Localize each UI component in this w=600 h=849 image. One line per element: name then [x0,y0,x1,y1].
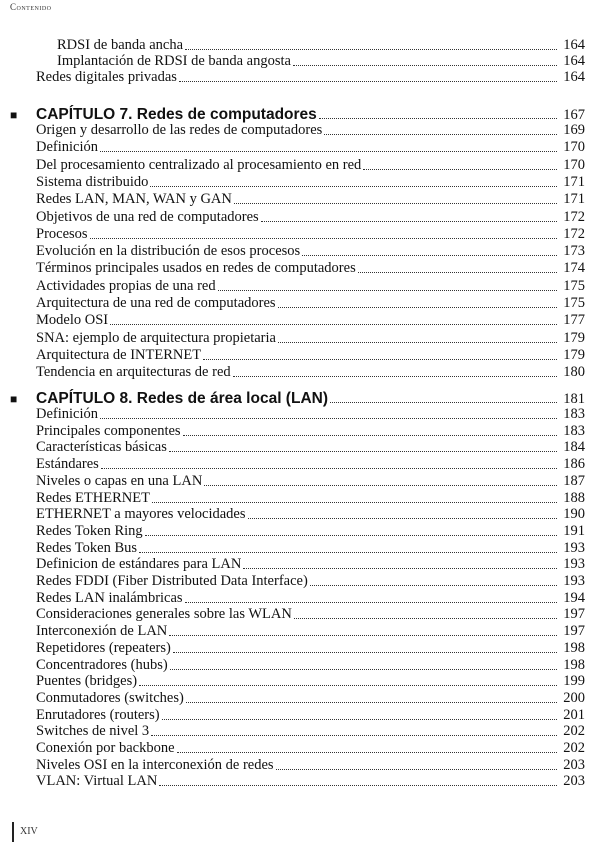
toc-entry-label: Redes Token Bus [36,539,138,556]
leader-dots [204,485,557,486]
leader-dots [170,669,557,670]
toc-entry-label: Conexión por backbone [36,740,175,756]
leader-dots [276,769,557,770]
page-number: XIV [20,826,38,837]
chapter-heading-7[interactable] [10,106,585,123]
toc-entry-page: 193 [563,573,585,589]
toc-entry-label: SNA: ejemplo de arquitectura propietaria [36,329,276,346]
toc-entry-label: Switches de nivel 3 [36,723,150,740]
toc-entry[interactable] [57,53,585,70]
toc-entry-label: Redes LAN, MAN, WAN y GAN [36,191,232,208]
toc-entry-page: 172 [563,208,585,225]
toc-entry-page: 174 [563,260,585,277]
leader-dots [145,535,557,536]
toc-entry[interactable] [36,473,585,490]
toc-entry-page: 164 [563,69,585,85]
toc-entry-label: Definición [36,406,99,422]
leader-dots [183,435,557,436]
leader-dots [218,290,557,291]
toc-entry[interactable] [36,347,585,364]
toc-entry-label: Niveles OSI en la interconexión de redes [36,756,274,773]
toc-entry-label: Procesos [36,225,88,242]
toc-entry[interactable] [36,740,585,757]
toc-entry-page: 188 [563,489,585,506]
toc-entry-page: 197 [563,606,585,623]
toc-entry[interactable] [36,573,585,590]
leader-dots [302,255,557,256]
toc-entry-label: Principales componentes [36,422,181,439]
toc-entry-page: 164 [563,37,585,53]
toc-entry[interactable] [36,640,585,657]
toc-entry[interactable] [36,490,585,507]
toc-entry[interactable] [36,723,585,740]
leader-dots [319,118,557,119]
leader-dots [261,221,557,222]
toc-entry-page: 200 [563,689,585,706]
toc-entry-page: 193 [563,556,585,573]
leader-dots [90,238,557,239]
toc-entry[interactable] [36,707,585,724]
toc-entry-page: 193 [563,539,585,556]
leader-dots [177,752,557,753]
toc-entry-label: Estándares [36,456,99,473]
toc-entry-label: Implantación de RDSI de banda angosta [57,53,291,69]
leader-dots [278,342,557,343]
toc-entry[interactable] [36,657,585,674]
toc-entry[interactable] [36,191,585,208]
toc-entry-label: Objetivos de una red de computadores [36,208,259,225]
leader-dots [363,169,557,170]
chapter-title: CAPÍTULO 8. Redes de área local (LAN) [36,390,328,407]
toc-entry[interactable] [36,757,585,774]
toc-entry-page: 194 [563,589,585,606]
leader-dots [110,324,557,325]
leader-dots [139,685,557,686]
toc-entry[interactable] [36,556,585,573]
toc-entry-label: Términos principales usados en redes de computadores [36,260,356,277]
toc-entry[interactable] [36,295,585,312]
toc-entry-label: Actividades propias de una red [36,277,216,294]
toc-entry[interactable] [36,423,585,440]
toc-entry-label: Niveles o capas en una LAN [36,472,203,489]
toc-entry[interactable] [36,506,585,523]
toc-entry[interactable] [36,209,585,226]
leader-dots [324,134,557,135]
toc-entry[interactable] [36,174,585,191]
leader-dots [100,151,557,152]
toc-entry[interactable] [36,243,585,260]
toc-entry[interactable] [36,278,585,295]
toc-entry[interactable] [57,37,585,54]
toc-entry-page: 199 [563,673,585,690]
toc-entry-page: 190 [563,506,585,523]
toc-entry[interactable] [36,406,585,423]
toc-entry-label: ETHERNET a mayores velocidades [36,506,246,523]
toc-entry-page: 175 [563,277,585,294]
toc-entry[interactable] [36,690,585,707]
toc-entry-page: 202 [563,723,585,740]
toc-entry-page: 203 [563,756,585,773]
toc-entry-page: 179 [563,329,585,346]
toc-entry[interactable] [36,606,585,623]
toc-entry[interactable] [36,523,585,540]
leader-dots [248,518,557,519]
square-bullet-icon: ■ [10,392,18,406]
leader-dots [203,359,557,360]
leader-dots [101,468,557,469]
toc-entry-label: Origen y desarrollo de las redes de computadores [36,122,323,138]
chapter-page: 181 [563,391,585,407]
leader-dots [186,702,557,703]
toc-entry-page: 198 [563,639,585,656]
toc-entry-label: Redes FDDI (Fiber Distributed Data Interface) [36,573,308,589]
toc-entry-page: 201 [563,706,585,723]
running-head: Contenido [10,2,52,12]
toc-entry[interactable] [36,122,585,139]
toc-entry-label: Arquitectura de INTERNET [36,346,202,363]
toc-entry[interactable] [36,540,585,557]
toc-entry-label: Redes ETHERNET [36,489,150,506]
toc-entry-page: 171 [563,173,585,190]
toc-entry-page: 177 [563,312,585,329]
toc-entry[interactable] [36,364,585,381]
toc-entry-label: Tendencia en arquitecturas de red [36,364,231,381]
toc-entry-label: Modelo OSI [36,312,109,329]
toc-entry-page: 203 [563,773,585,790]
leader-dots [294,618,557,619]
toc-entry-label: Arquitectura de una red de computadores [36,295,276,311]
toc-entry[interactable] [36,623,585,640]
chapter-heading-8[interactable] [10,390,585,407]
toc-entry-label: Redes Token Ring [36,522,143,539]
toc-entry-page: 173 [563,243,585,260]
toc-entry[interactable] [36,439,585,456]
toc-entry-page: 183 [563,406,585,422]
toc-entry-label: Sistema distribuido [36,173,149,190]
leader-dots [358,272,557,273]
toc-entry[interactable] [36,590,585,607]
toc-entry-page: 171 [563,191,585,208]
toc-entry-label: Concentradores (hubs) [36,656,168,673]
toc-entry[interactable] [36,673,585,690]
toc-entry[interactable] [36,312,585,329]
toc-entry-label: Redes digitales privadas [36,69,177,85]
toc-entry[interactable] [36,773,585,790]
toc-entry-page: 170 [563,139,585,156]
toc-entry-page: 180 [563,364,585,381]
toc-entry-page: 179 [563,346,585,363]
leader-dots [100,418,557,419]
toc-entry[interactable] [36,226,585,243]
leader-dots [159,785,557,786]
toc-entry-page: 186 [563,456,585,473]
leader-dots [150,186,557,187]
leader-dots [234,203,557,204]
toc-entry-page: 164 [563,53,585,69]
toc-entry-label: Enrutadores (routers) [36,706,160,723]
toc-entry-page: 169 [563,122,585,138]
chapter-page: 167 [563,107,585,123]
leader-dots [310,585,557,586]
toc-entry-page: 172 [563,225,585,242]
leader-dots [179,81,557,82]
leader-dots [169,635,557,636]
leader-dots [185,602,557,603]
toc-entry-label: Repetidores (repeaters) [36,639,171,656]
toc-entry-page: 175 [563,295,585,311]
toc-entry[interactable] [36,139,585,156]
leader-dots [243,568,557,569]
toc-entry-label: Definicion de estándares para LAN [36,556,242,573]
toc-entry-page: 187 [563,472,585,489]
toc-entry[interactable] [36,330,585,347]
toc-entry[interactable] [36,69,585,86]
toc-entry-label: Del procesamiento centralizado al procesamiento en red [36,156,362,173]
leader-dots [169,451,557,452]
toc-entry-label: Características básicas [36,439,167,456]
leader-dots [151,735,557,736]
toc-entry-label: Redes LAN inalámbricas [36,589,183,606]
toc-entry-page: 202 [563,740,585,756]
toc-entry[interactable] [36,157,585,174]
leader-dots [233,376,557,377]
toc-entry-label: Interconexión de LAN [36,623,168,640]
chapter-title: CAPÍTULO 7. Redes de computadores [36,106,317,123]
toc-entry-label: Puentes (bridges) [36,673,138,690]
toc-entry-page: 197 [563,623,585,640]
toc-entry[interactable] [36,456,585,473]
toc-entry-label: Definición [36,139,99,156]
toc-entry-label: Conmutadores (switches) [36,689,184,706]
leader-dots [185,49,557,50]
toc-entry-page: 183 [563,422,585,439]
leader-dots [173,652,557,653]
leader-dots [278,307,557,308]
toc-entry-label: VLAN: Virtual LAN [36,773,158,790]
square-bullet-icon: ■ [10,108,18,122]
toc-entry-label: RDSI de banda ancha [57,37,184,53]
toc-entry-page: 184 [563,439,585,456]
leader-dots [330,402,557,403]
toc-entry-page: 191 [563,522,585,539]
leader-dots [162,719,557,720]
toc-entry-page: 198 [563,656,585,673]
toc-entry-label: Consideraciones generales sobre las WLAN [36,606,292,623]
toc-entry[interactable] [36,260,585,277]
leader-dots [293,65,557,66]
toc-entry-label: Evolución en la distribución de esos procesos [36,243,301,260]
folio-rule [12,822,14,842]
leader-dots [139,552,557,553]
toc-entry-page: 170 [563,156,585,173]
leader-dots [152,502,557,503]
